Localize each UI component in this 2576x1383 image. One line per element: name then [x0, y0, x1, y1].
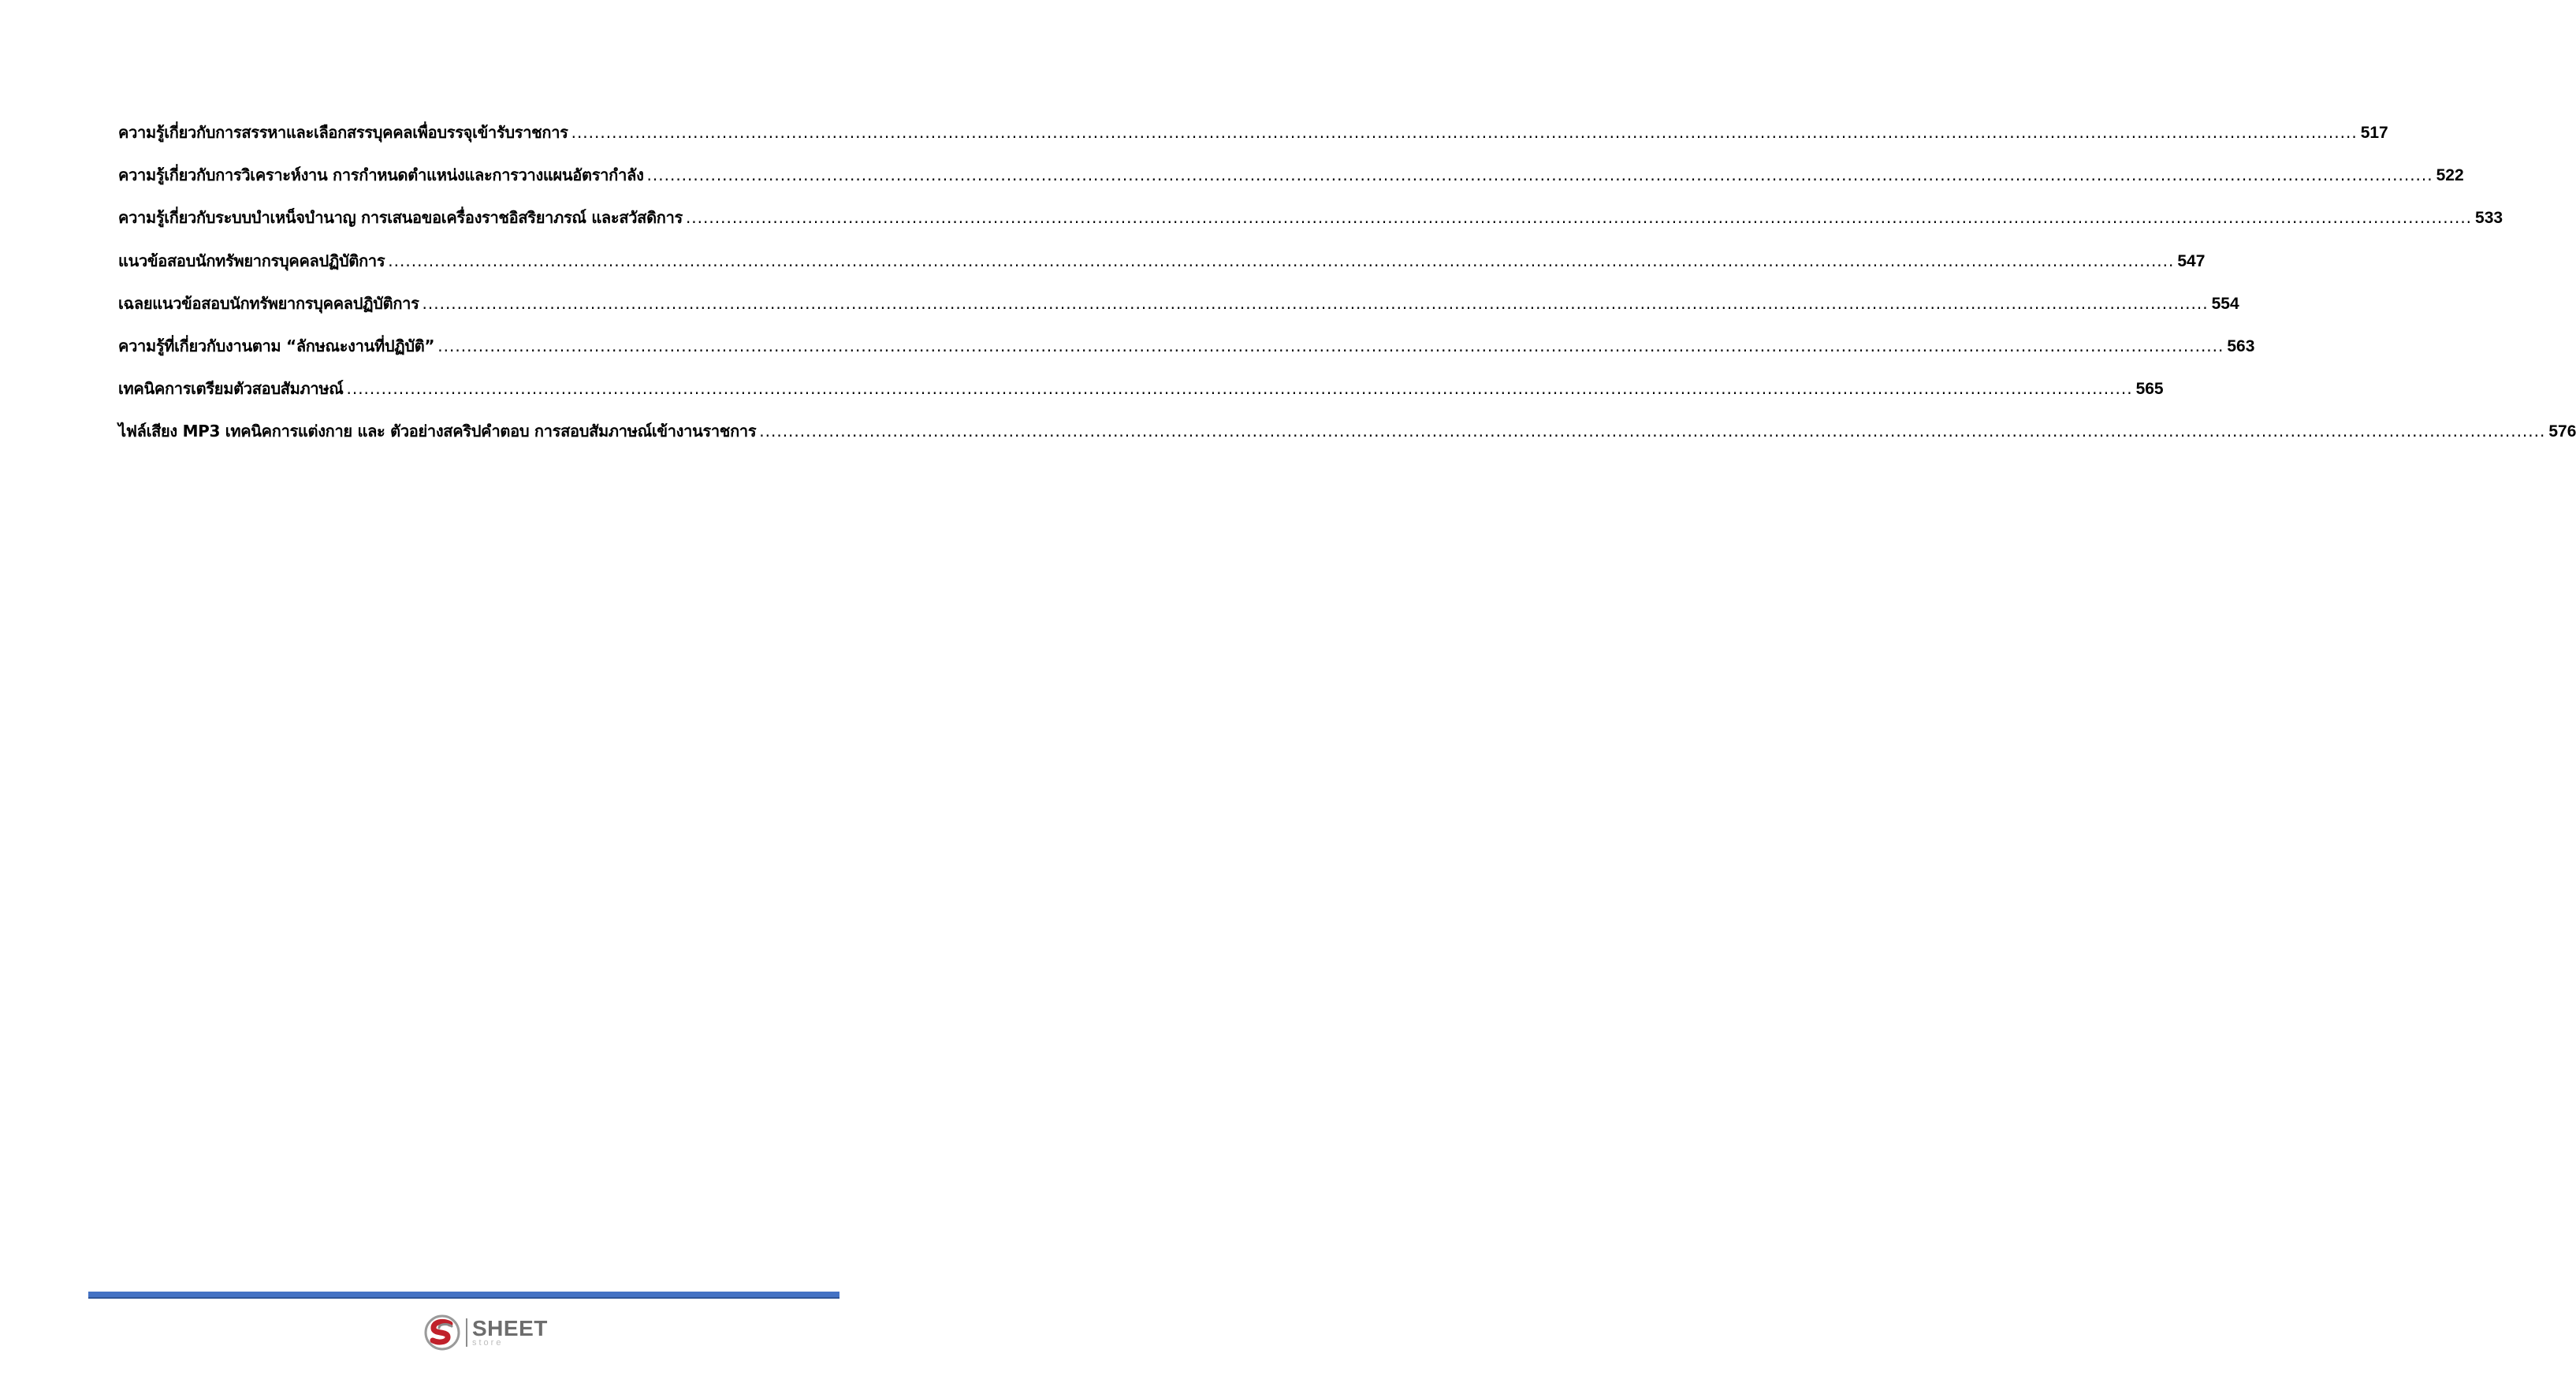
- logo-subtitle: store: [472, 1338, 504, 1348]
- toc-dot-leader: [647, 165, 2433, 184]
- toc-entry-title: แนวข้อสอบนักทรัพยากรบุคคลปฏิบัติการ: [118, 251, 385, 270]
- toc-entry-title: ความรู้เกี่ยวกับระบบบำเหน็จบำนาญ การเสนอขอเครื่องราชอิสริยาภรณ์ และสวัสดิการ: [118, 208, 683, 228]
- toc-entry[interactable]: [118, 120, 2388, 162]
- footer-logo: [423, 1312, 548, 1353]
- toc-entry-page: 576: [2548, 422, 2576, 441]
- toc-entry-page: 533: [2475, 209, 2503, 228]
- footer-rule: [88, 1292, 839, 1299]
- toc-entry[interactable]: [118, 205, 2503, 247]
- toc-dot-leader: [759, 422, 2545, 441]
- toc-entry-page: 547: [2177, 251, 2206, 270]
- toc-entry-title: ความรู้เกี่ยวกับการสรรหาและเลือกสรรบุคคลเพื่อบรรจุเข้ารับราชการ: [118, 123, 568, 142]
- toc-entry-page: 563: [2227, 336, 2255, 355]
- toc-dot-leader: [686, 208, 2472, 227]
- toc-entry[interactable]: [118, 418, 2576, 461]
- toc-entry[interactable]: [118, 376, 2164, 418]
- toc-entry[interactable]: [118, 162, 2464, 205]
- toc-entry-page: 522: [2436, 166, 2464, 185]
- sheet-store-s-logo-icon: [423, 1314, 463, 1351]
- toc-dot-leader: [437, 336, 2224, 355]
- toc-entry[interactable]: [118, 333, 2255, 376]
- toc-dot-leader: [346, 379, 2132, 398]
- toc-entry-page: 554: [2211, 294, 2239, 313]
- toc-entry-page: 565: [2135, 380, 2164, 399]
- table-of-contents: [118, 120, 2576, 462]
- toc-entry-page: 517: [2360, 124, 2388, 142]
- toc-entry-title: ไฟล์เสียง MP3 เทคนิคการแต่งกาย และ ตัวอย่างสคริปคำตอบ การสอบสัมภาษณ์เข้างานราชการ: [118, 422, 757, 441]
- toc-entry-title: เทคนิคการเตรียมตัวสอบสัมภาษณ์: [118, 379, 344, 399]
- logo-text: [472, 1318, 548, 1348]
- toc-dot-leader: [571, 123, 2358, 142]
- toc-dot-leader: [423, 294, 2209, 313]
- toc-entry-title: ความรู้เกี่ยวกับการวิเคราะห์งาน การกำหนดตำแหน่งและการวางแผนอัตรากำลัง: [118, 165, 644, 185]
- logo-divider: [466, 1318, 467, 1347]
- logo-wordmark: SHEET: [472, 1316, 548, 1340]
- toc-dot-leader: [388, 251, 2174, 270]
- toc-entry-title: เฉลยแนวข้อสอบนักทรัพยากรบุคคลปฏิบัติการ: [118, 293, 419, 313]
- toc-entry-title: ความรู้ที่เกี่ยวกับงานตาม “ลักษณะงานที่ปฏิบัติ”: [118, 336, 435, 355]
- toc-entry[interactable]: [118, 248, 2206, 291]
- toc-entry[interactable]: [118, 291, 2239, 333]
